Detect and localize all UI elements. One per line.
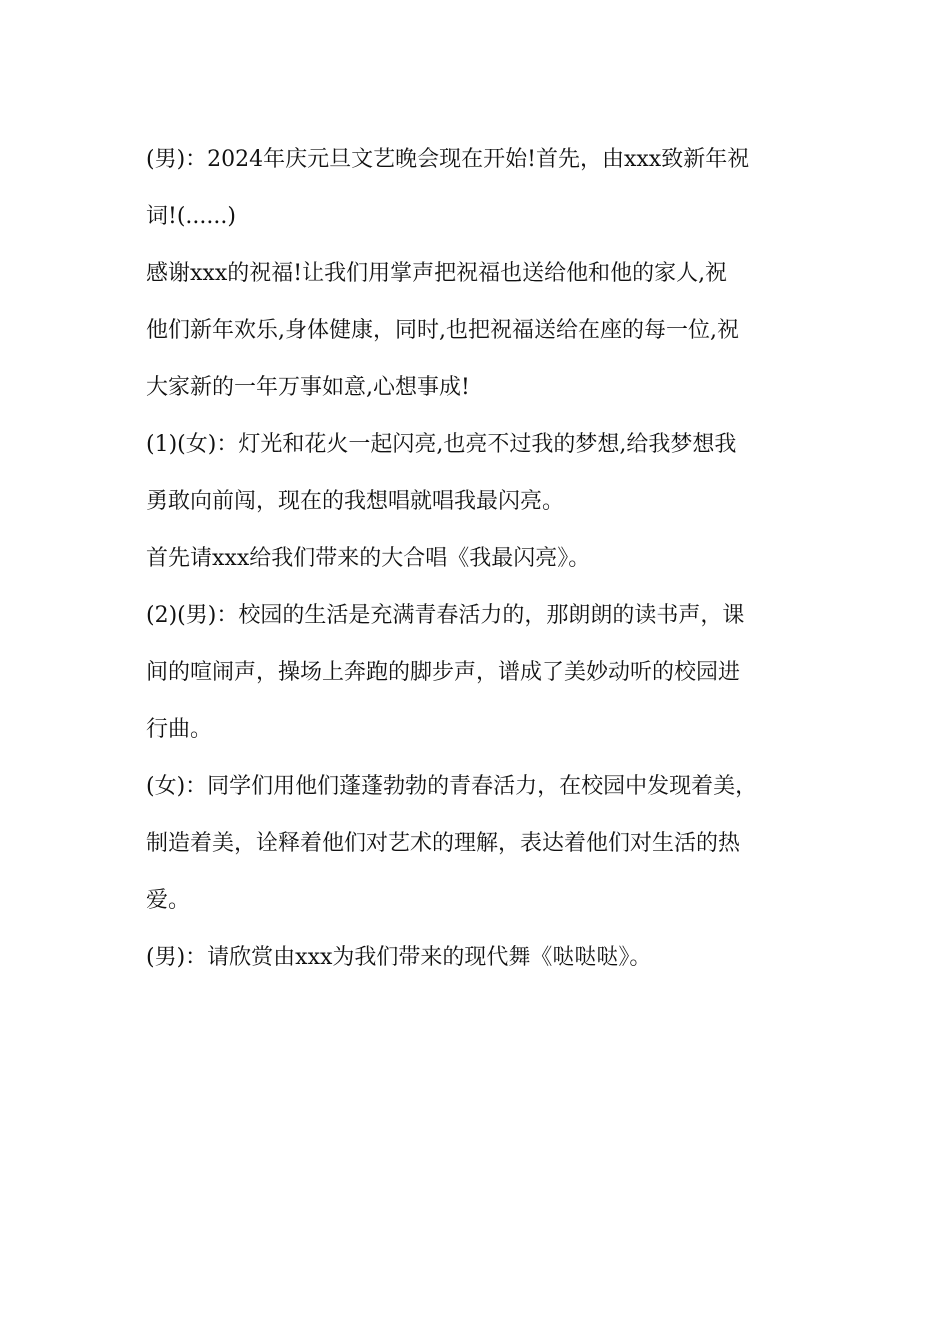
text-line: (男)：请欣赏由xxx为我们带来的现代舞《哒哒哒》。 [146, 945, 652, 970]
text-line: 行曲。 [146, 717, 213, 742]
text-line: (2)(男)：校园的生活是充满青春活力的，那朗朗的读书声，课 [146, 603, 745, 628]
paragraph-female-host-1 [146, 416, 836, 530]
paragraph-thanks-blessing [146, 245, 836, 416]
text-line: 词!(......) [146, 204, 236, 229]
document-body [146, 131, 836, 986]
text-line: 爱。 [146, 888, 191, 913]
text-line: 大家新的一年万事如意,心想事成! [146, 375, 470, 400]
text-line: 感谢xxx的祝福!让我们用掌声把祝福也送给他和他的家人,祝 [146, 261, 728, 286]
text-line: 勇敢向前闯，现在的我想唱就唱我最闪亮。 [146, 489, 565, 514]
text-line: 他们新年欢乐,身体健康，同时,也把祝福送给在座的每一位,祝 [146, 318, 739, 343]
text-line: 间的喧闹声，操场上奔跑的脚步声，谱成了美妙动听的校园进 [146, 660, 741, 685]
text-line: (1)(女)：灯光和花火一起闪亮,也亮不过我的梦想,给我梦想我 [146, 432, 737, 457]
text-line: (女)：同学们用他们蓬蓬勃勃的青春活力，在校园中发现着美， [146, 774, 758, 799]
text-line: (男)：2024年庆元旦文艺晚会现在开始!首先，由xxx致新年祝 [146, 147, 750, 172]
paragraph-chorus-intro [146, 530, 836, 587]
paragraph-dance-intro [146, 929, 836, 986]
paragraph-new-year-speech [146, 131, 836, 245]
paragraph-female-host-3 [146, 758, 836, 929]
text-line: 首先请xxx给我们带来的大合唱《我最闪亮》。 [146, 546, 591, 571]
paragraph-male-host-2 [146, 587, 836, 758]
text-line: 制造着美，诠释着他们对艺术的理解，表达着他们对生活的热 [146, 831, 741, 856]
